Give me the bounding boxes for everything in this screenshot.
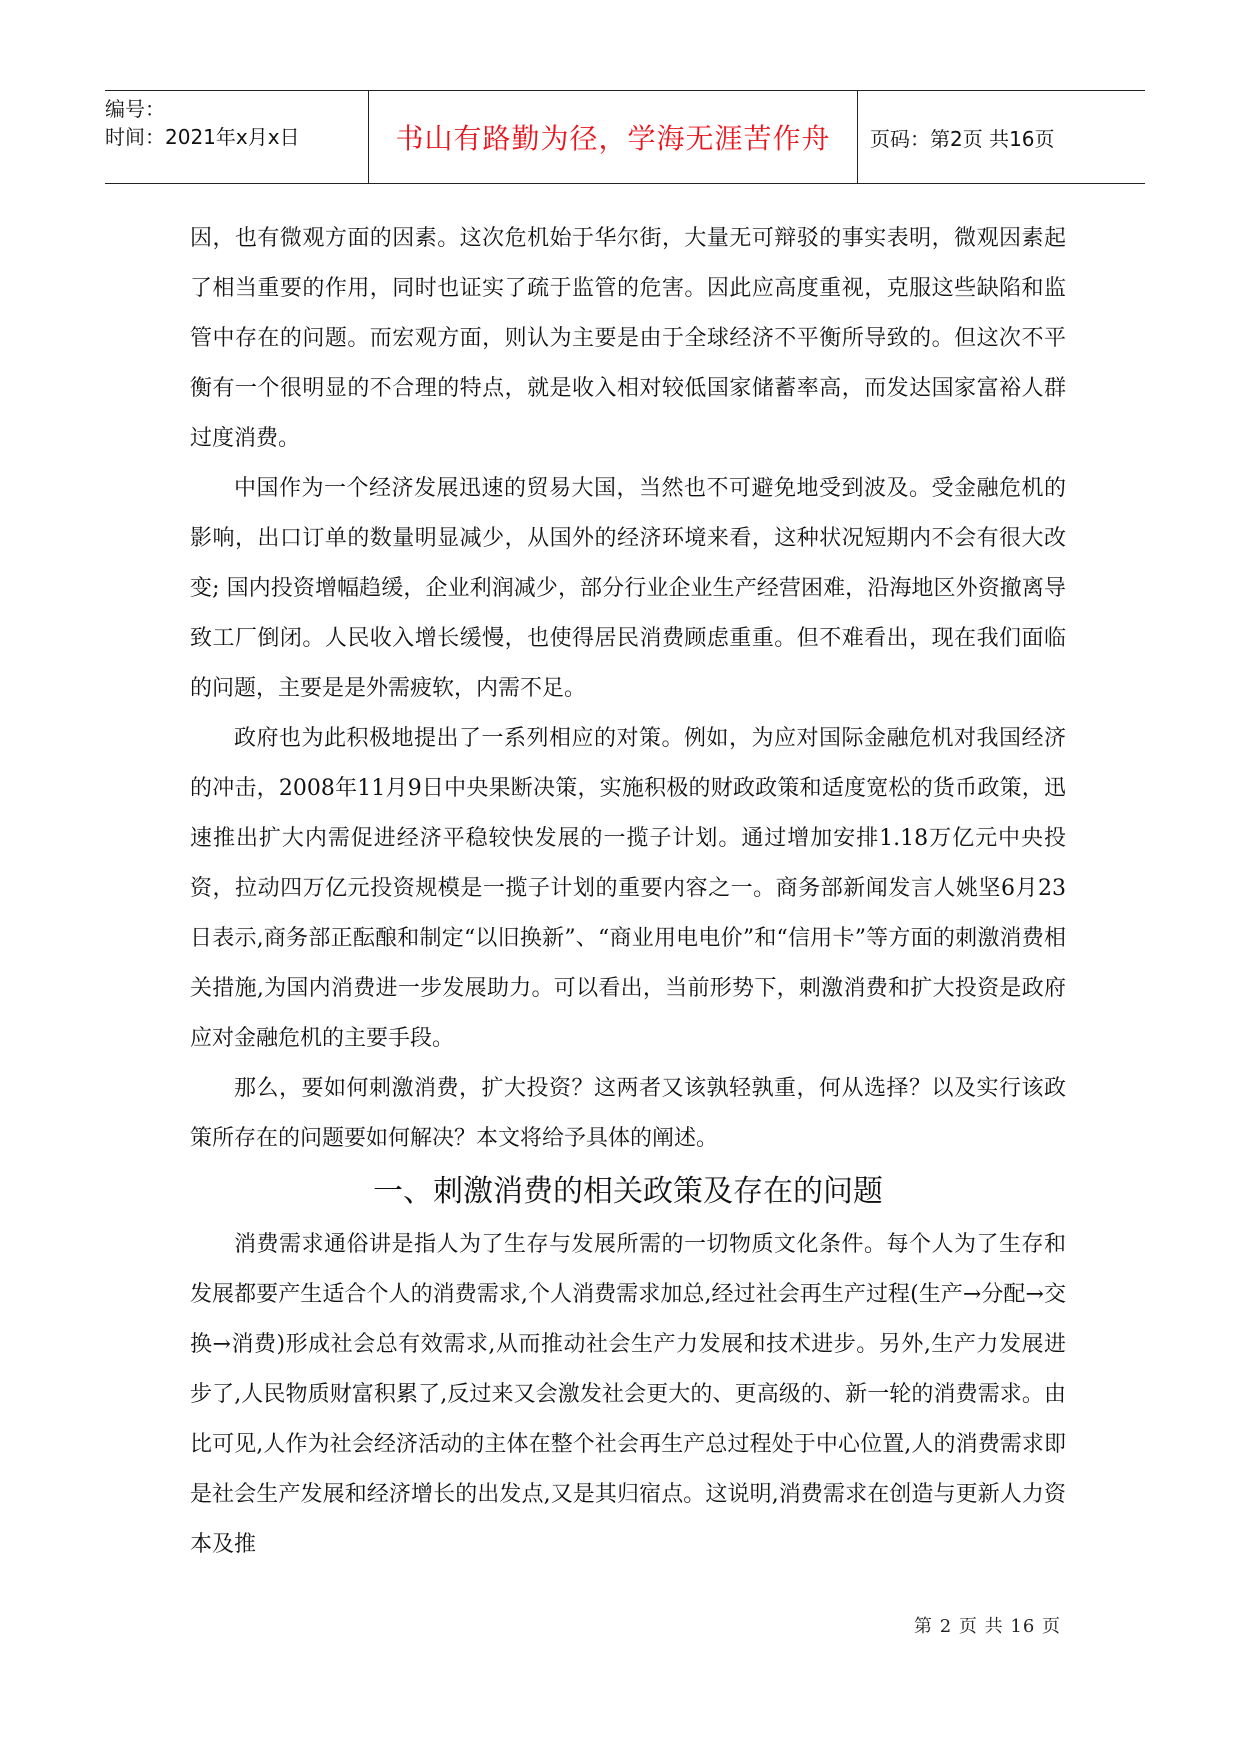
document-time-label: 时间：2021年x月x日 bbox=[105, 125, 300, 149]
page-footer: 第 2 页 共 16 页 bbox=[914, 1616, 1061, 1637]
header-motto: 书山有路勤为径，学海无涯苦作舟 bbox=[369, 91, 858, 183]
paragraph: 政府也为此积极地提出了一系列相应的对策。例如，为应对国际金融危机对我国经济的冲击，2008年11月9日中央果断决策，实施积极的财政政策和适度宽松的货币政策，迅速推出扩大内需促进经济平稳较快发展的一揽子计划。通过增加安排1.18万亿元中央投资，拉动四万亿元投资规模是一揽子计划的重要内容之一。商务部新闻发言人姚坚6月23日表示,商务部正酝酿和制定“以旧换新”、“商业用电电价”和“信用卡”等方面的刺激消费相关措施,为国内消费进一步发展助力。可以看出，当前形势下，刺激消费和扩大投资是政府应对金融危机的主要手段。 bbox=[190, 726, 1066, 1051]
paragraph-continuation: 因，也有微观方面的因素。这次危机始于华尔街，大量无可辩驳的事实表明，微观因素起了相当重要的作用，同时也证实了疏于监管的危害。因此应高度重视，克服这些缺陷和监管中存在的问题。而宏观方面，则认为主要是由于全球经济不平衡所导致的。但这次不平衡有一个很明显的不合理的特点，就是收入相对较低国家储蓄率高，而发达国家富裕人群过度消费。 bbox=[190, 226, 1066, 451]
header-page-code: 页码：第2页 共16页 bbox=[870, 126, 1055, 151]
paragraph: 那么，要如何刺激消费，扩大投资？这两者又该孰轻孰重，何从选择？以及实行该政策所存在的问题要如何解决？本文将给予具体的阐述。 bbox=[190, 1076, 1066, 1151]
page-header bbox=[105, 90, 1145, 184]
paragraph: 消费需求通俗讲是指人为了生存与发展所需的一切物质文化条件。每个人为了生存和发展都要产生适合个人的消费需求,个人消费需求加总,经过社会再生产过程(生产→分配→交换→消费)形成社会总有效需求,从而推动社会生产力发展和技术进步。另外,生产力发展进步了,人民物质财富积累了,反过来又会激发社会更大的、更高级的、新一轮的消费需求。由比可见,人作为社会经济活动的主体在整个社会再生产总过程处于中心位置,人的消费需求即是社会生产发展和经济增长的出发点,又是其归宿点。这说明,消费需求在创造与更新人力资本及推 bbox=[190, 1232, 1066, 1557]
document-number-label: 编号： bbox=[105, 97, 165, 121]
document-body bbox=[190, 214, 1066, 1570]
header-info-cell bbox=[105, 91, 369, 183]
section-heading: 一、刺激消费的相关政策及存在的问题 bbox=[373, 1174, 883, 1209]
paragraph: 中国作为一个经济发展迅速的贸易大国，当然也不可避免地受到波及。受金融危机的影响，出口订单的数量明显减少，从国外的经济环境来看，这种状况短期内不会有很大改变; 国内投资增幅趋缓，企业利润减少，部分行业企业生产经营困难，沿海地区外资撤离导致工厂倒闭。人民收入增长缓慢，也使得居民消费顾虑重重。但不难看出，现在我们面临的问题，主要是是外需疲软，内需不足。 bbox=[190, 476, 1066, 701]
